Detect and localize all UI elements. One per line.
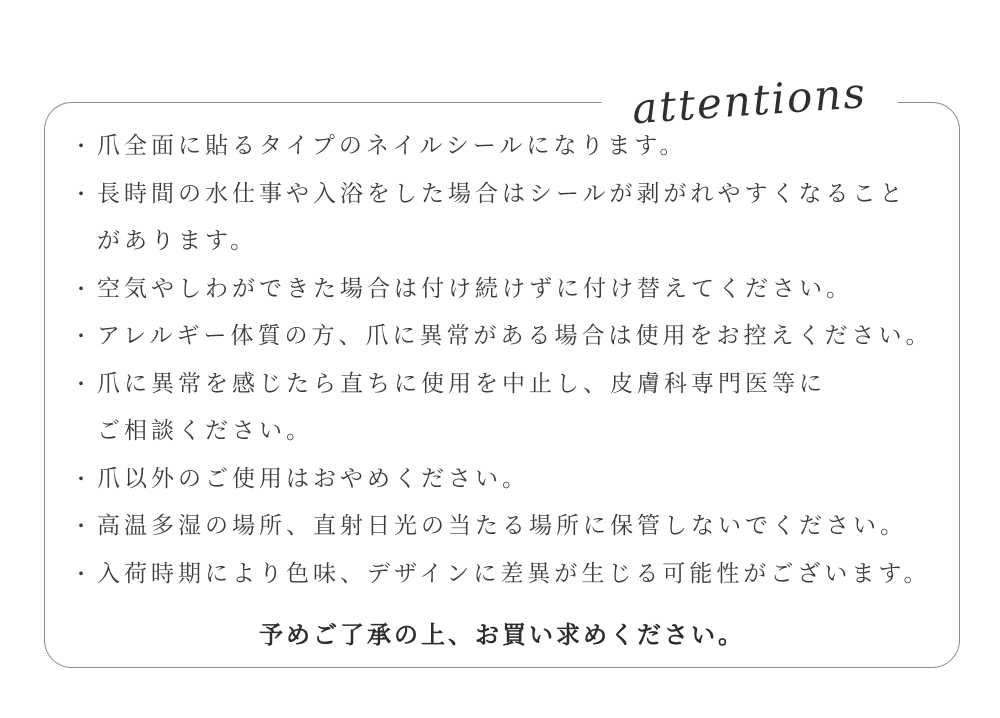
notice-item bbox=[71, 456, 945, 504]
notice-item bbox=[71, 551, 945, 599]
notice-item bbox=[71, 266, 945, 314]
notice-item bbox=[71, 123, 945, 171]
attention-card bbox=[44, 68, 960, 668]
notice-item-lines bbox=[97, 123, 945, 171]
notice-item-lines bbox=[97, 361, 945, 456]
notice-item-lines bbox=[97, 551, 945, 599]
notice-item bbox=[71, 503, 945, 551]
notice-line: アレルギー体質の方、爪に異常がある場合は使用をお控えください。 bbox=[97, 323, 933, 349]
notice-item-lines bbox=[97, 171, 945, 266]
bullet-dot: ・ bbox=[71, 134, 95, 158]
notice-line: 爪全面に貼るタイプのネイルシールになります。 bbox=[97, 133, 687, 159]
notice-list bbox=[71, 123, 945, 598]
notice-line: 空気やしわができた場合は付け続けずに付け替えてください。 bbox=[97, 275, 853, 302]
notice-item bbox=[71, 313, 945, 361]
attentions-script-title: attentions bbox=[601, 70, 898, 132]
bullet-dot: ・ bbox=[71, 514, 95, 538]
bullet-dot: ・ bbox=[71, 466, 95, 491]
bullet-dot: ・ bbox=[71, 561, 95, 586]
bullet-dot: ・ bbox=[71, 181, 95, 206]
notice-line: 入荷時期により色味、デザインに差異が生じる可能性がございます。 bbox=[97, 560, 931, 587]
notice-item bbox=[71, 361, 945, 456]
notice-line: 長時間の水仕事や入浴をした場合はシールが剥がれやすくなること bbox=[97, 180, 907, 207]
notice-line: があります。 bbox=[97, 228, 258, 254]
bullet-dot: ・ bbox=[71, 324, 95, 348]
notice-line: 爪以外のご使用はおやめください。 bbox=[97, 465, 529, 492]
notice-line: 爪に異常を感じたら直ちに使用を中止し、皮膚科専門医等に bbox=[97, 370, 826, 397]
bullet-dot: ・ bbox=[71, 371, 95, 396]
notice-item-lines bbox=[97, 456, 945, 504]
bullet-dot: ・ bbox=[71, 276, 95, 301]
notice-item-lines bbox=[97, 266, 945, 314]
notice-line: ご相談ください。 bbox=[97, 418, 313, 444]
notice-item-lines bbox=[97, 313, 945, 361]
notice-line: 高温多湿の場所、直射日光の当たる場所に保管しないでください。 bbox=[97, 513, 907, 539]
notice-item bbox=[71, 171, 945, 266]
footer-note: 予めご了承の上、お買い求めください。 bbox=[259, 620, 745, 649]
notice-item-lines bbox=[97, 503, 945, 551]
